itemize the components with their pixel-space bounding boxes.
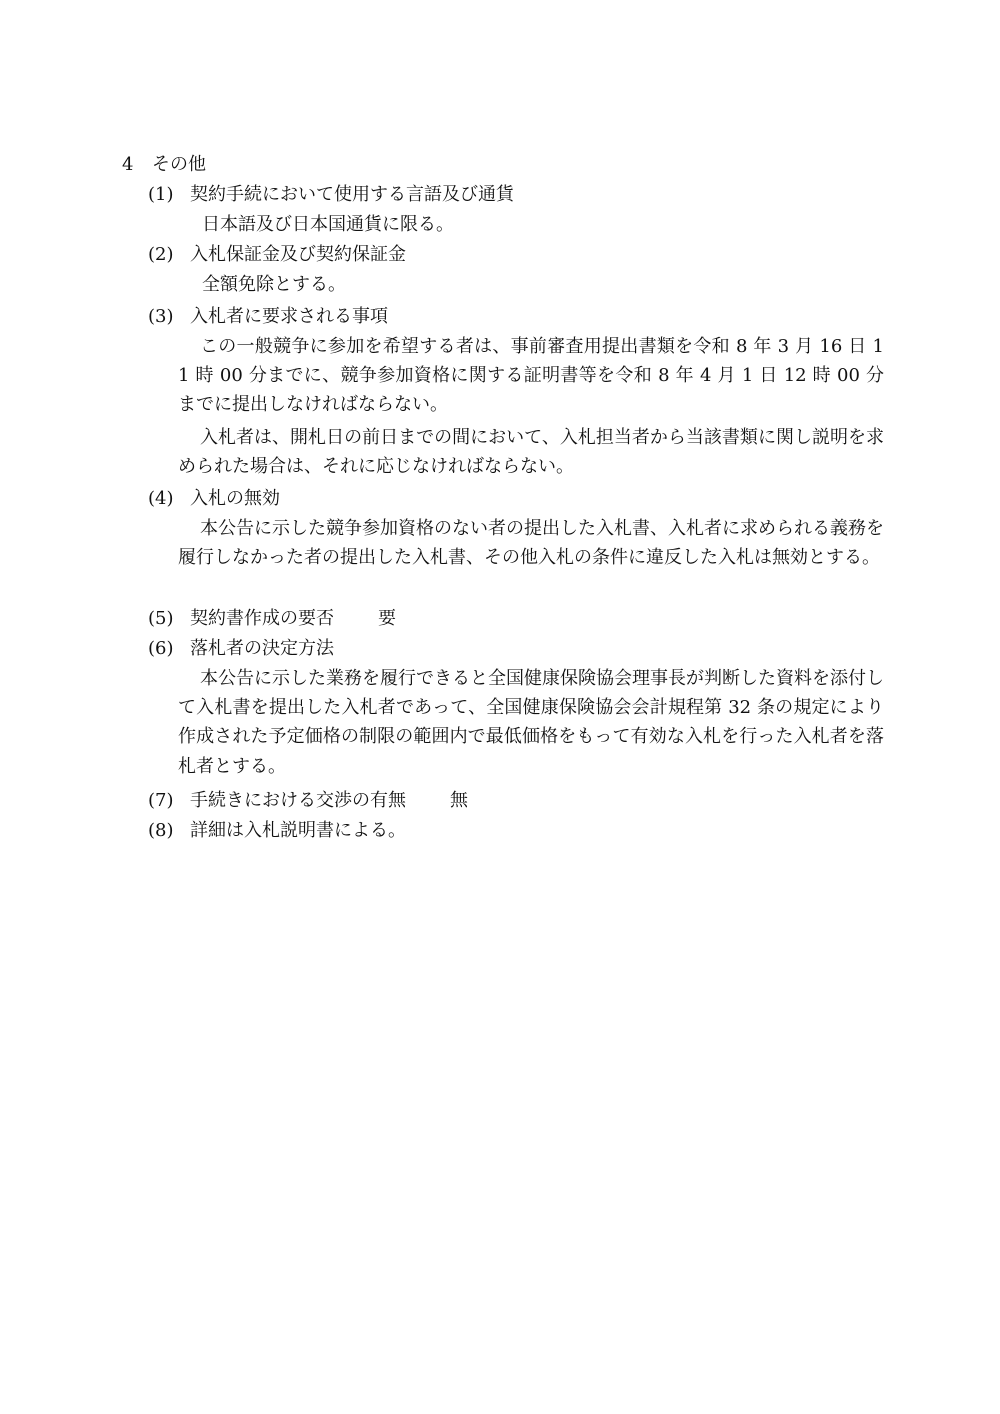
- item-2-body: 全額免除とする。: [202, 274, 346, 295]
- item-4-body: 本公告に示した競争参加資格のない者の提出した入札書、入札者に求められる義務を履行しなかった者の提出した入札書、その他入札の条件に違反した入札は無効とする。: [178, 518, 884, 569]
- item-title: 入札保証金及び契約保証金: [190, 244, 406, 265]
- item-value: 無: [450, 790, 468, 811]
- item-5-heading: [148, 604, 888, 633]
- item-2-heading: [148, 240, 888, 269]
- item-number: (8): [148, 820, 174, 841]
- item-1-heading: [148, 180, 888, 209]
- item-8-heading: [148, 816, 888, 845]
- item-6-body: 本公告に示した業務を履行できると全国健康保険協会理事長が判断した資料を添付して入札書を提出した入札者であって、全国健康保険協会会計規程第 32 条の規定により作成された予定価格の制限の範囲内で最低価格をもって有効な入札を行った入札者を落札者とする。: [178, 668, 884, 777]
- section-number: 4: [122, 154, 134, 175]
- item-title: 落札者の決定方法: [190, 638, 334, 659]
- item-number: (4): [148, 488, 174, 509]
- item-title: 契約書作成の要否: [190, 608, 334, 629]
- item-number: (7): [148, 790, 174, 811]
- item-title: 詳細は入札説明書による。: [190, 820, 406, 841]
- item-3-paragraph-1: この一般競争に参加を希望する者は、事前審査用提出書類を令和 8 年 3 月 16 日 11 時 00 分までに、競争参加資格に関する証明書等を令和 8 年 4 月 1 日 12 時 00 分までに提出しなければならない。: [178, 336, 884, 416]
- item-7-heading: [148, 786, 888, 815]
- item-number: (5): [148, 608, 174, 629]
- section-title: その他: [152, 154, 206, 175]
- item-title: 入札者に要求される事項: [190, 306, 388, 327]
- item-title: 入札の無効: [190, 488, 280, 509]
- item-1-body: 日本語及び日本国通貨に限る。: [202, 214, 454, 235]
- item-number: (3): [148, 306, 174, 327]
- section-heading: [122, 150, 206, 179]
- item-value: 要: [378, 608, 396, 629]
- item-title: 契約手続において使用する言語及び通貨: [190, 184, 514, 205]
- item-3-heading: [148, 302, 888, 331]
- item-number: (2): [148, 244, 174, 265]
- item-number: (1): [148, 184, 174, 205]
- item-title: 手続きにおける交渉の有無: [190, 790, 406, 811]
- item-4-heading: [148, 484, 888, 513]
- item-3-paragraph-2: 入札者は、開札日の前日までの間において、入札担当者から当該書類に関し説明を求められた場合は、それに応じなければならない。: [178, 427, 884, 478]
- item-6-heading: [148, 634, 888, 663]
- item-number: (6): [148, 638, 174, 659]
